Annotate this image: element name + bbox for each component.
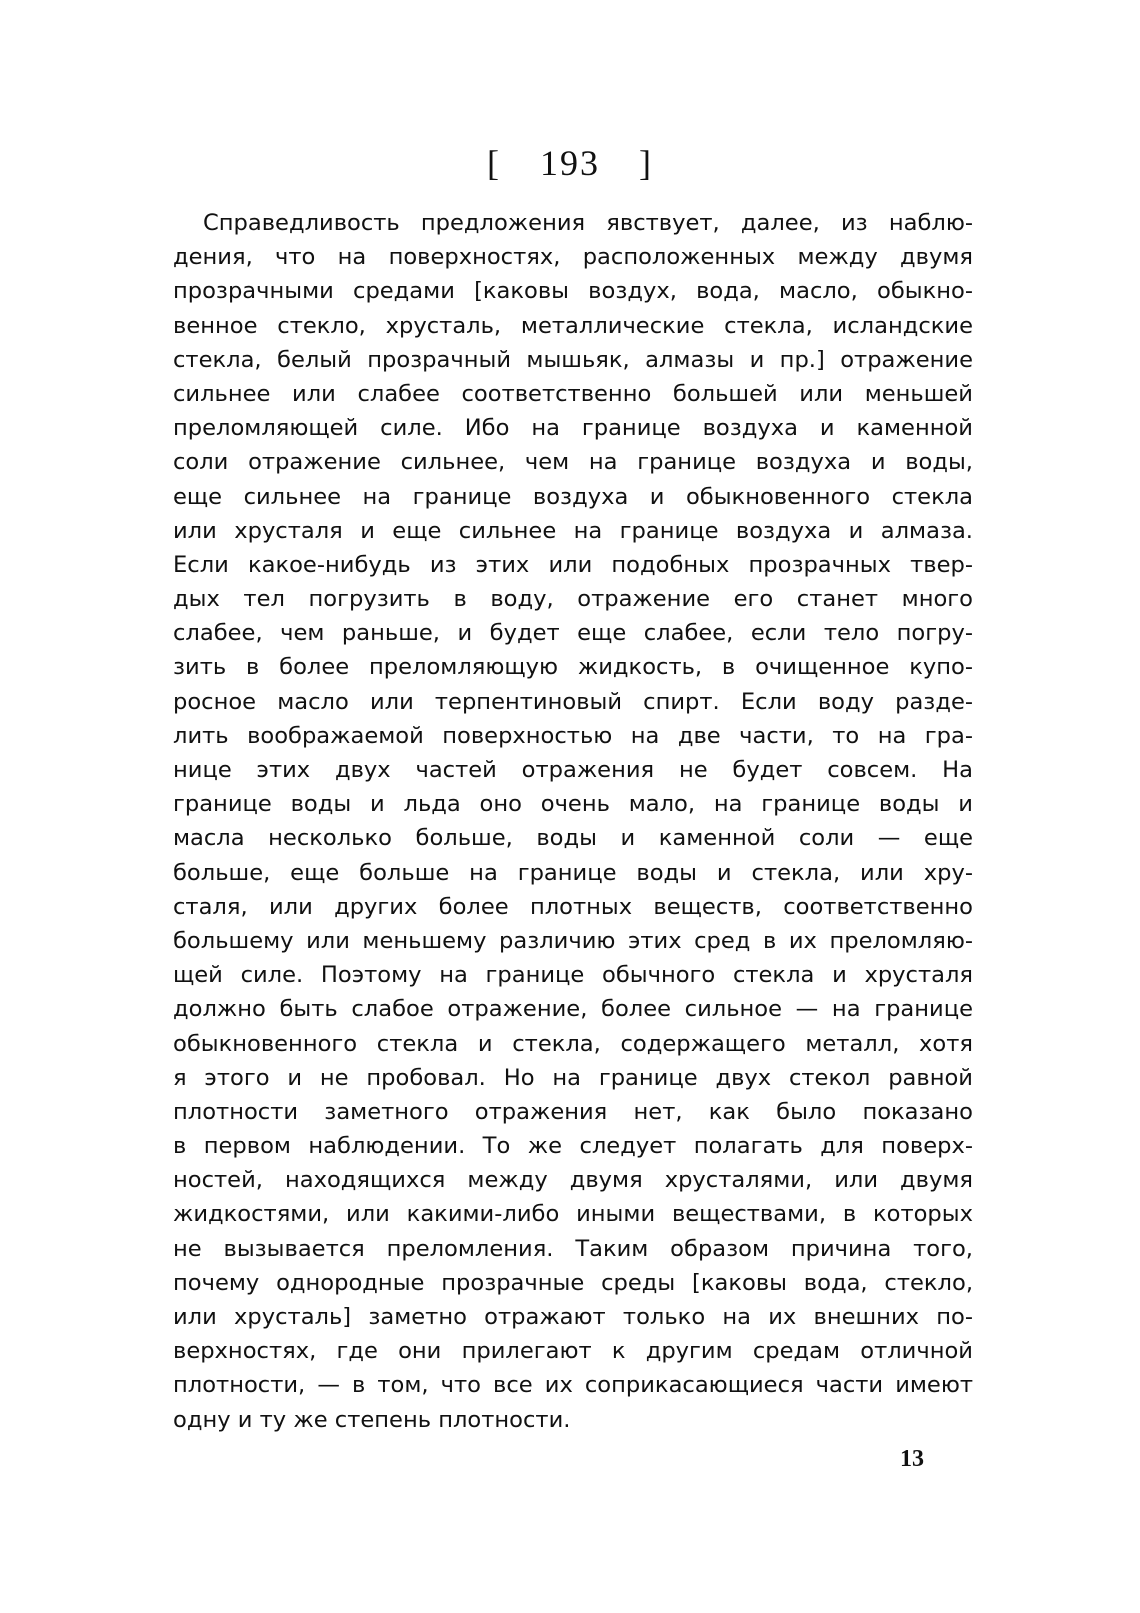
text-line: сильнее или слабее соответственно большей или меньшей [173, 380, 973, 407]
text-line: Если какое-нибудь из этих или подобных прозрачных твер- [173, 551, 973, 578]
text-line: почему однородные прозрачные среды [каковы вода, стекло, [173, 1269, 973, 1296]
text-line: я этого и не пробовал. Но на границе двух стекол равной [173, 1064, 973, 1091]
text-line: большему или меньшему различию этих сред в их преломляю- [173, 927, 973, 954]
text-line: нице этих двух частей отражения не будет совсем. На [173, 757, 973, 783]
text-line: преломляющей силе. Ибо на границе воздуха и каменной [173, 415, 973, 442]
signature-mark: 13 [900, 1446, 924, 1472]
text-line: венное стекло, хрусталь, металлические стекла, исландские [173, 312, 973, 339]
text-line: Справедливость предложения явствует, далее, из наблю- [203, 210, 973, 236]
text-line: сталя, или других более плотных веществ, соответственно [173, 893, 973, 920]
header-bracket-close: ] [639, 143, 653, 183]
page-header [0, 142, 1140, 184]
text-line: слабее, чем раньше, и будет еще слабее, если тело погру- [173, 620, 973, 647]
text-line: стекла, белый прозрачный мышьяк, алмазы и пр.] отражение [173, 346, 973, 373]
text-line: росное масло или терпентиновый спирт. Если воду разде- [173, 688, 973, 715]
page-number: 193 [540, 143, 600, 183]
text-line: еще сильнее на границе воздуха и обыкновенного стекла [173, 483, 973, 510]
text-line: масла несколько больше, воды и каменной соли — еще [173, 825, 973, 852]
text-line: не вызывается преломления. Таким образом причина того, [173, 1235, 973, 1262]
text-line: или хрусталя и еще сильнее на границе воздуха и алмаза. [173, 517, 973, 544]
body-paragraph [173, 206, 973, 1437]
text-line: дых тел погрузить в воду, отражение его станет много [173, 586, 973, 613]
text-line: жидкостями, или какими-либо иными веществами, в которых [173, 1201, 973, 1228]
text-line: обыкновенного стекла и стекла, содержащего металл, хотя [173, 1030, 973, 1057]
text-line: щей силе. Поэтому на границе обычного стекла и хрусталя [173, 962, 973, 989]
text-line: прозрачными средами [каковы воздух, вода, масло, обыкно- [173, 278, 973, 305]
text-line: плотности, — в том, что все их соприкасающиеся части имеют [173, 1372, 973, 1399]
text-line: лить воображаемой поверхностью на две части, то на гра- [173, 722, 973, 749]
text-line: ностей, находящихся между двумя хрусталями, или двумя [173, 1167, 973, 1194]
text-line: зить в более преломляющую жидкость, в очищенное купо- [173, 654, 973, 681]
text-line: больше, еще больше на границе воды и стекла, или хру- [173, 859, 973, 886]
text-line: одну и ту же степень плотности. [173, 1406, 571, 1433]
text-line: границе воды и льда оно очень мало, на границе воды и [173, 791, 973, 818]
text-line: плотности заметного отражения нет, как было показано [173, 1098, 973, 1125]
text-line: верхностях, где они прилегают к другим средам отличной [173, 1338, 973, 1365]
text-line: дения, что на поверхностях, расположенных между двумя [173, 244, 973, 271]
text-line: в первом наблюдении. То же следует полагать для поверх- [173, 1133, 973, 1160]
header-bracket-open: [ [487, 143, 501, 183]
text-line: соли отражение сильнее, чем на границе воздуха и воды, [173, 449, 973, 476]
text-line: должно быть слабое отражение, более сильное — на границе [173, 996, 973, 1023]
text-line: или хрусталь] заметно отражают только на их внешних по- [173, 1304, 973, 1330]
